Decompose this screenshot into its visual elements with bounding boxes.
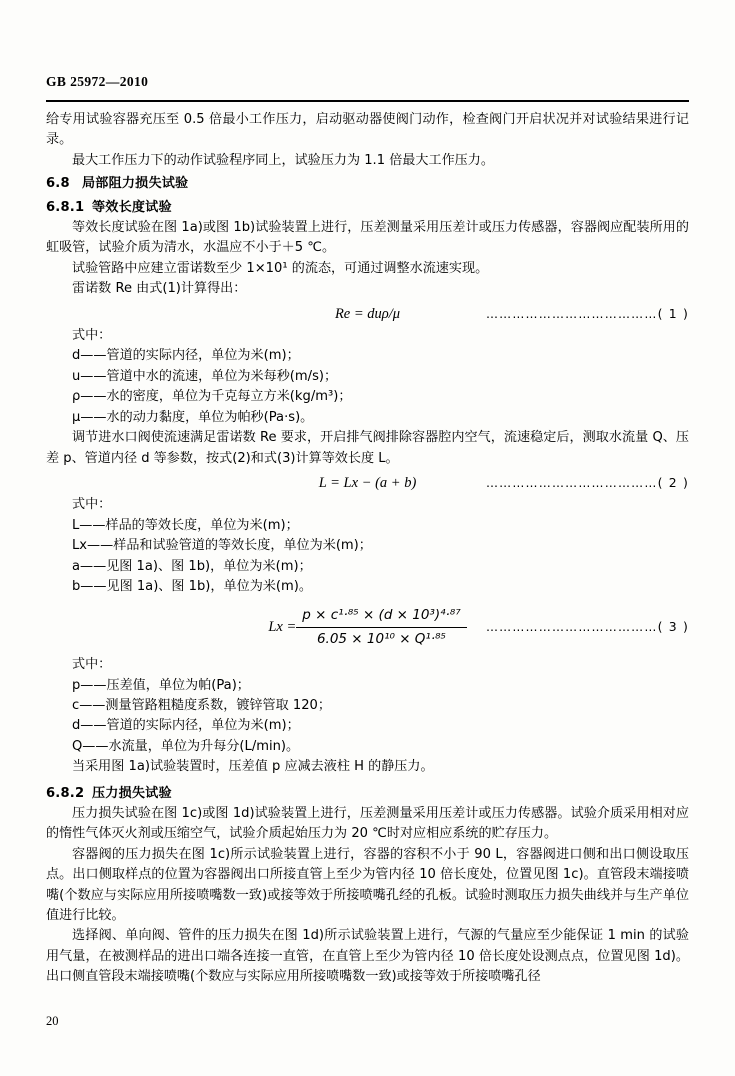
paragraph: 雷诺数 Re 由式(1)计算得出： — [72, 281, 247, 297]
formula-1-number: ( 1 ) — [657, 305, 689, 321]
paragraph: 等效长度试验在图 1a)或图 1b)试验装置上进行，压差测量采用压差计或压力传感器，容器阀应配装所用的虹吸管，试验介质为清水，水温应不小于＋5 ℃。 — [46, 220, 689, 256]
paragraph: 当采用图 1a)试验装置时，压差值 p 应减去液柱 H 的静压力。 — [72, 759, 434, 775]
formula-3-denominator: 6.05 × 10¹⁰ × Q¹·⁸⁵ — [316, 630, 446, 647]
paragraph: 调节进水口阀使流速满足雷诺数 Re 要求，开启排气阀排除容器腔内空气，流速稳定后，测取水流量 Q、压差 p、管道内径 d 等参数，按式(2)和式(3)计算等效长度 L。 — [46, 430, 689, 466]
formula-3-row — [46, 605, 689, 649]
formula-3-fraction — [296, 605, 466, 649]
section-number: 6.8 — [46, 176, 70, 192]
formula-2: L = Lx − (a + b) — [318, 474, 417, 491]
section-heading-6-8-2 — [46, 784, 689, 804]
paragraph: 给专用试验容器充压至 0.5 倍最小工作压力，启动驱动器使阀门动作，检查阀门开启状况并对试验结果进行记录。 — [46, 112, 689, 148]
where-label: 式中： — [72, 328, 112, 344]
symbol-definition: L——样品的等效长度，单位为米(m)； — [72, 517, 299, 533]
section-title: 等效长度试验 — [92, 199, 172, 215]
section-heading-6-8 — [46, 174, 689, 194]
formula-3-leader: …………………………………( 3 ) — [485, 619, 689, 635]
symbol-definition: p——压差值，单位为帕(Pa)； — [72, 677, 250, 693]
formula-1-leader: …………………………………( 1 ) — [485, 305, 689, 321]
where-label: 式中： — [72, 657, 112, 673]
formula-2-number: ( 2 ) — [657, 474, 689, 490]
formula-2-row — [46, 473, 689, 493]
header-divider — [46, 100, 689, 102]
paragraph: 压力损失试验在图 1c)或图 1d)试验装置上进行，压差测量采用压差计或压力传感器。试验介质采用相对应的惰性气体灭火剂或压缩空气，试验介质起始压力为 20 ℃时对应相应系统的贮存压力。 — [46, 806, 689, 842]
where-label: 式中： — [72, 497, 112, 513]
symbol-definition: d——管道的实际内径，单位为米(m)； — [72, 718, 300, 734]
page-number: 20 — [46, 1014, 59, 1028]
paragraph: 选择阀、单向阀、管件的压力损失在图 1d)所示试验装置上进行，气源的气量应至少能保证 1 min 的试验用气量，在被测样品的进出口端各连接一直管，在直管上至少为管内径 10 倍长度处设测点点，位置见图 1d)。出口侧直管段末端接喷嘴(个数应与实际应用所接喷嘴数一致)或接等效于所接喷嘴孔径 — [46, 928, 689, 985]
formula-2-leader: …………………………………( 2 ) — [485, 474, 689, 490]
document-body — [46, 110, 689, 988]
section-title: 局部阻力损失试验 — [82, 176, 189, 192]
symbol-definition: μ——水的动力黏度，单位为帕秒(Pa·s)。 — [72, 409, 314, 425]
symbol-definition: Lx——样品和试验管道的等效长度，单位为米(m)； — [72, 538, 372, 554]
formula-3-left: Lx = — [268, 619, 297, 636]
paragraph: 最大工作压力下的动作试验程序同上，试验压力为 1.1 倍最大工作压力。 — [72, 152, 494, 168]
standard-header: GB 25972—2010 — [46, 74, 149, 89]
paragraph: 容器阀的压力损失在图 1c)所示试验装置上进行，容器的容积不小于 90 L，容器阀进口侧和出口侧设取压点。出口侧取样点的位置为容器阀出口所接直管上至少为管内径 10 倍长度处，位置见图 1c)。直管段末端接喷嘴(个数应与实际应用所接喷嘴数一致)或接等效于所接喷嘴孔经的孔板。试验时测取压力损失曲线并与生产单位值进行比较。 — [46, 846, 689, 924]
formula-1: Re = duρ/μ — [334, 305, 401, 322]
symbol-definition: a——见图 1a)、图 1b)，单位为米(m)； — [72, 558, 312, 574]
symbol-definition: u——管道中水的流速，单位为米每秒(m/s)； — [72, 368, 338, 384]
formula-3-number: ( 3 ) — [657, 619, 689, 635]
section-number: 6.8.2 — [46, 785, 85, 801]
symbol-definition: b——见图 1a)、图 1b)，单位为米(m)。 — [72, 578, 312, 594]
symbol-definition: ρ——水的密度，单位为千克每立方米(kg/m³)； — [72, 389, 352, 405]
paragraph: 试验管路中应建立雷诺数至少 1×10¹ 的流态，可通过调整水流速实现。 — [72, 260, 489, 276]
section-title: 压力损失试验 — [92, 785, 172, 801]
formula-1-row — [46, 304, 689, 324]
section-number: 6.8.1 — [46, 199, 85, 215]
symbol-definition: Q——水流量，单位为升每分(L/min)。 — [72, 738, 300, 754]
symbol-definition: d——管道的实际内径，单位为米(m)； — [72, 348, 300, 364]
formula-3-numerator: p × c¹·⁸⁵ × (d × 10³)⁴·⁸⁷ — [296, 605, 466, 627]
symbol-definition: c——测量管路粗糙度系数，镀锌管取 120； — [72, 697, 331, 713]
section-heading-6-8-1 — [46, 198, 689, 218]
